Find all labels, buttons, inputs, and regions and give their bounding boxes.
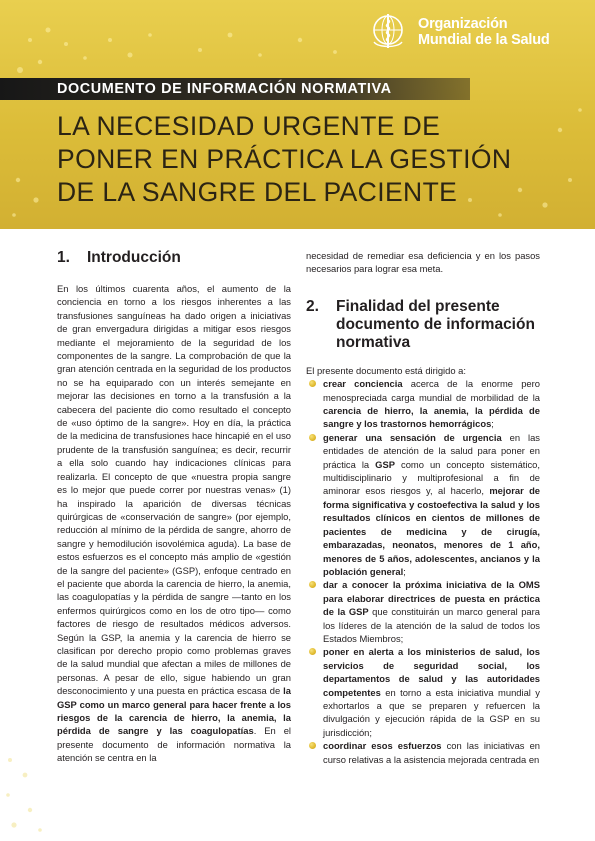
list-item <box>306 431 540 578</box>
header-banner <box>0 0 595 229</box>
org-name-line1: Organización <box>418 16 508 32</box>
title-line-1: LA NECESIDAD URGENTE DE <box>57 111 441 141</box>
list-item-text: en torno a esta iniciativa mundial y exhortarlos a que se preparen y refuercen la divulgación y ejecución rápida de la GSP en su jurisdicción; <box>323 686 540 738</box>
doc-type-label: DOCUMENTO DE INFORMACIÓN NORMATIVA <box>57 81 392 97</box>
list-item-bold: poner en alerta a los ministerios de salud, los servicios de seguridad social, los departamentos de salud y las autoridades competentes <box>323 646 540 698</box>
purpose-intro: El presente documento está dirigido a: <box>306 364 466 376</box>
bottom-dot-decoration <box>0 560 60 841</box>
list-item <box>306 739 540 766</box>
gold-dot-icon <box>309 434 316 441</box>
org-name <box>418 16 550 48</box>
list-item-text: como un concepto sistemático, multidisciplinario y multiprofesional a fin de aminorar esos riesgos y, al hacerlo, <box>323 458 540 497</box>
intro-paragraph <box>57 282 291 765</box>
section-1-number: 1. <box>57 249 70 266</box>
intro-bold: la GSP como un marco general para hacer frente a los riesgos de la carencia de hierro, la anemia, la pérdida de sangre y las coagulopatías <box>57 685 291 737</box>
section-1-heading <box>57 249 291 267</box>
list-item-bold: coordinar esos esfuerzos <box>323 740 442 752</box>
org-name-line2: Mundial de la Salud <box>418 32 550 48</box>
list-item <box>306 377 540 431</box>
list-item-bold: crear conciencia <box>323 378 403 390</box>
title-line-2: PONER EN PRÁCTICA LA GESTIÓN <box>57 144 512 174</box>
section-2-number: 2. <box>306 297 319 315</box>
left-column <box>57 249 291 765</box>
purpose-list <box>306 377 540 766</box>
gold-dot-icon <box>309 648 316 655</box>
intro-text-2: . En el presente documento de información normativa la atención se centra en la <box>57 725 291 764</box>
who-emblem-icon <box>368 12 408 52</box>
intro-continuation: necesidad de remediar esa deficiencia y en los pasos necesarios para lograr esa meta. <box>306 250 540 275</box>
intro-text-1: En los últimos cuarenta años, el aumento de la conciencia en torno a los riesgos inherentes a las transfusiones sanguíneas ha dado origen a iniciativas de gran envergadura dirigidas a mitigar esos riesgos mediante el mejoramiento de la seguridad de los componentes de la sangre. La comprobación de que la gran atención centrada en la seguridad de los productos no se ha equiparado con un interés semejante en mejorar las decisiones en torno a la transfusión a la cabecera del paciente dio como resultado el concepto de «uso óptimo de la sangre». Hoy en día, la práctica de la medicina de transfusiones hace hincapié en el uso prudente de la transfusión sanguínea; es decir, recurrir a ella solo cuando hay indicaciones clínicas para realizarla. El concepto de que «nuestra propia sangre es lo mejor que puede correr por nuestras venas» (1) ha inspirado la aparición de diversas técnicas quirúrgicas de «conservación de sangre» (por ejemplo, reducción al mínimo de la pérdida de sangre, ahorro de sangre y hemodilución isovolémica aguda). La base de estos esfuerzos es el concepto más amplio de «gestión de la sangre del paciente» (GSP), enfoque centrado en el paciente que aborda la carencia de hierro, la anemia, las coagulopatías y la pérdida de sangre —tanto en los enfermos quirúrgicos como en los de otro tipo— como factores de riesgo de resultados médicos adversos. Según la GSP, la anemia y la carencia de hierro se clasifican por derecho propio como problemas graves de la salud mundial que afectan a miles de millones de personas. A pesar de ello, sigue habiendo un gran desconocimiento y una puesta en práctica escasa de <box>57 283 292 697</box>
page-title <box>57 110 577 209</box>
list-item-bold: generar una sensación de urgencia <box>323 431 502 443</box>
title-line-3: DE LA SANGRE DEL PACIENTE <box>57 177 458 207</box>
list-item-text: ; <box>403 565 406 577</box>
list-item-bold: dar a conocer la próxima iniciativa de la OMS para elaborar directrices de puesta en práctica de la GSP <box>323 579 540 618</box>
list-item-text: con las iniciativas en curso relativas a la asistencia mejorada centrada en <box>323 740 540 765</box>
list-item-text: acerca de la enorme pero menospreciada carga mundial de morbilidad de la <box>323 378 540 403</box>
gold-dot-icon <box>309 742 316 749</box>
right-column <box>306 249 540 766</box>
list-item-text: ; <box>491 418 494 430</box>
section-1-title: Introducción <box>87 249 181 266</box>
list-item-text: que constituirán un marco general para los líderes de la atención de la salud de todos los Estados Miembros; <box>323 606 540 644</box>
who-logo <box>368 12 568 56</box>
list-item-bold: mejorar de forma significativa y costoefectiva la salud y los resultados clínicos en cientos de millones de pacientes de medicina y de cirugía, embarazadas, neonatos, menores de 1 año, menores de 5 años, adolescentes, ancianos y la población general <box>323 485 541 577</box>
list-item-text: en las entidades de atención de la salud para poner en práctica la <box>323 431 540 470</box>
gold-dot-icon <box>309 581 316 588</box>
section-2-title: Finalidad del presente documento de información normativa <box>336 297 535 351</box>
section-2-heading <box>306 298 540 352</box>
list-item-bold: carencia de hierro, la anemia, la pérdida de sangre y los trastornos hemorrágicos <box>323 405 540 430</box>
gold-dot-icon <box>309 380 316 387</box>
list-item <box>306 578 540 645</box>
list-item-bold: GSP <box>375 458 395 470</box>
list-item <box>306 645 540 739</box>
